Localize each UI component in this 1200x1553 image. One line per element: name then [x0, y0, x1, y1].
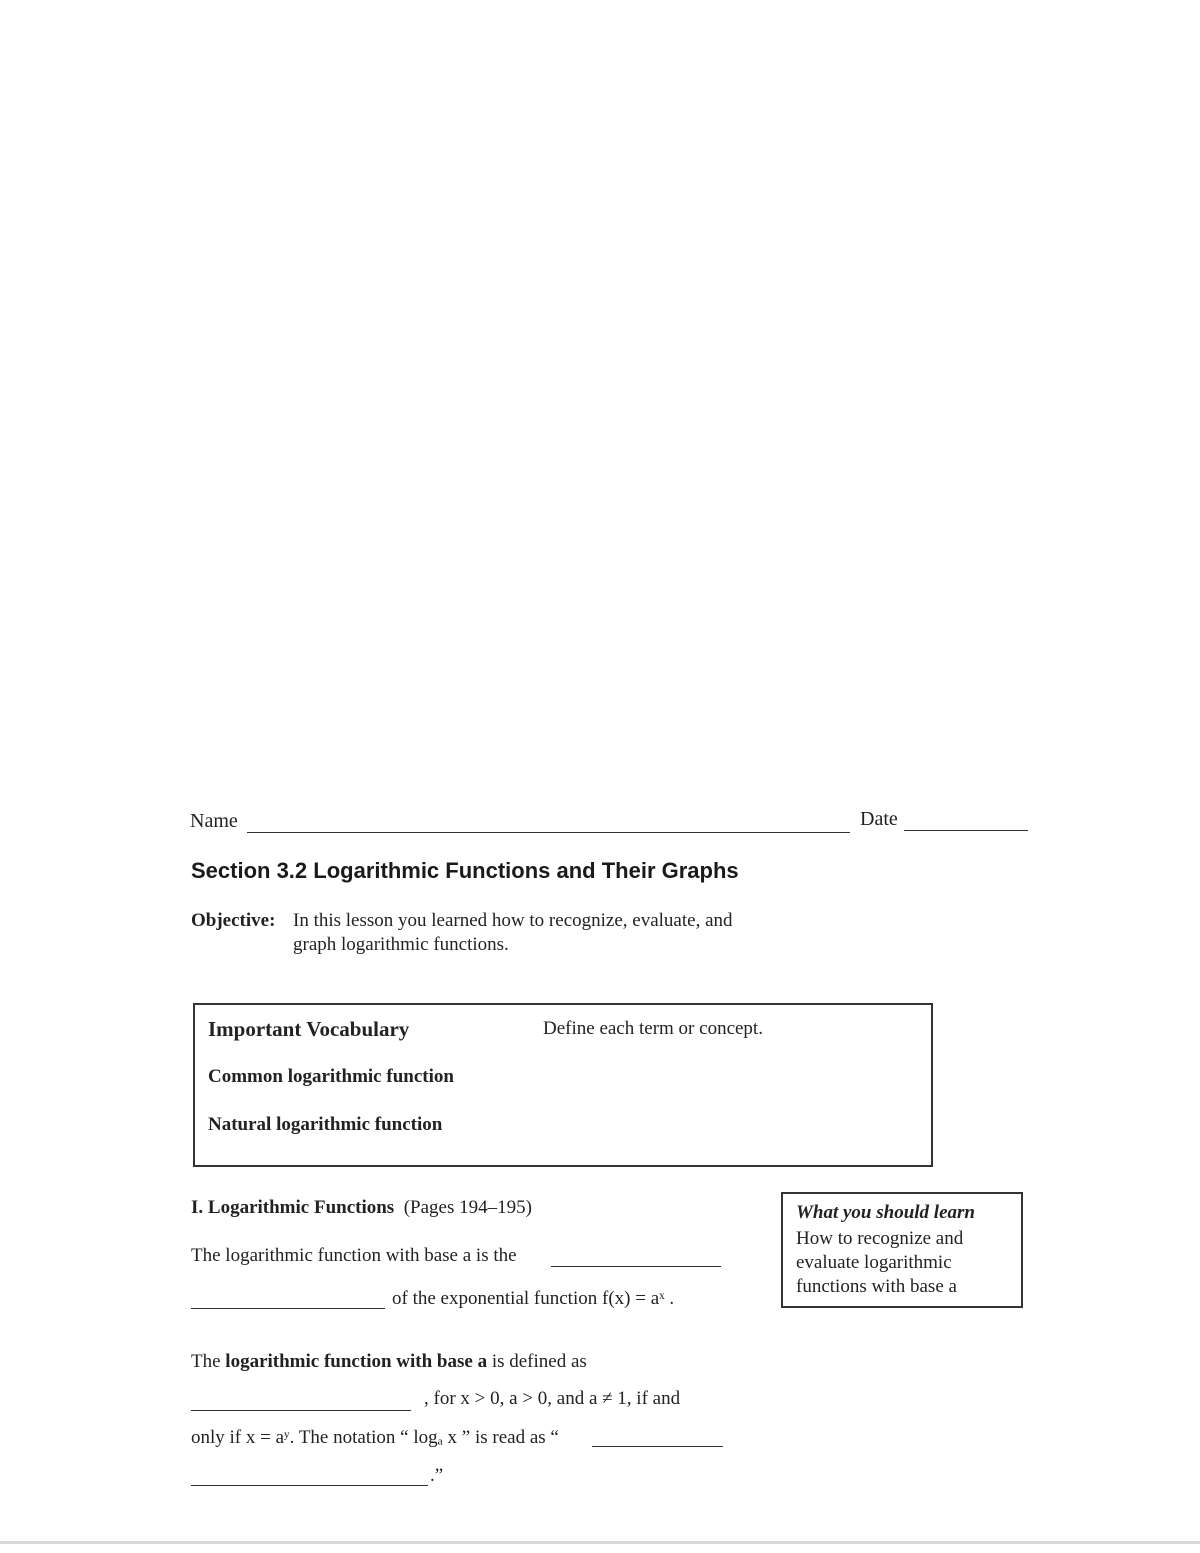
- vocab-term-common-log: Common logarithmic function: [208, 1066, 454, 1087]
- date-field[interactable]: [904, 830, 1028, 831]
- log-def-line-5: only if x = aʸ. The notation “ logₐ x ” is read as “: [191, 1427, 559, 1448]
- objective-line-1: In this lesson you learned how to recognize, evaluate, and: [293, 910, 733, 931]
- learning-box-body: [796, 1227, 963, 1299]
- vocabulary-instruction: Define each term or concept.: [543, 1018, 763, 1039]
- name-label: Name: [190, 810, 238, 832]
- learning-line-2: evaluate logarithmic: [796, 1252, 952, 1273]
- learning-box-title: What you should learn: [796, 1202, 975, 1223]
- section-1-heading-row: [191, 1197, 532, 1219]
- scan-edge-divider: [0, 1541, 1200, 1544]
- learning-line-3: functions with base a: [796, 1276, 957, 1297]
- name-field[interactable]: [247, 832, 850, 833]
- blank-definition[interactable]: [191, 1410, 411, 1411]
- log-def-line-3: [191, 1351, 587, 1373]
- log-def-line-1: The logarithmic function with base a is the: [191, 1245, 517, 1266]
- learning-line-1: How to recognize and: [796, 1228, 964, 1249]
- objective-label: Objective:: [191, 910, 276, 931]
- log-def-line-2: of the exponential function f(x) = aˣ .: [392, 1288, 675, 1309]
- blank-inverse-cont[interactable]: [191, 1308, 385, 1309]
- section-1-pages: (Pages 194–195): [403, 1197, 532, 1218]
- objective-line-2: graph logarithmic functions.: [293, 934, 509, 955]
- line-3-pre: The: [191, 1351, 226, 1372]
- line-3-bold: logarithmic function with base a: [225, 1351, 488, 1372]
- section-1-heading: I. Logarithmic Functions: [191, 1197, 395, 1218]
- vocabulary-heading: Important Vocabulary: [208, 1017, 410, 1041]
- date-label: Date: [860, 808, 898, 830]
- line-3-post: is defined as: [487, 1351, 587, 1372]
- log-def-line-6-end: .”: [430, 1465, 444, 1486]
- vocab-term-natural-log: Natural logarithmic function: [208, 1114, 443, 1135]
- page-title: Section 3.2 Logarithmic Functions and Their Graphs: [191, 858, 739, 883]
- blank-read-as[interactable]: [592, 1446, 723, 1447]
- blank-read-as-cont[interactable]: [191, 1485, 428, 1486]
- learning-objective-box: [781, 1192, 1023, 1308]
- log-def-line-4: , for x > 0, a > 0, and a ≠ 1, if and: [424, 1388, 681, 1409]
- blank-inverse[interactable]: [551, 1266, 721, 1267]
